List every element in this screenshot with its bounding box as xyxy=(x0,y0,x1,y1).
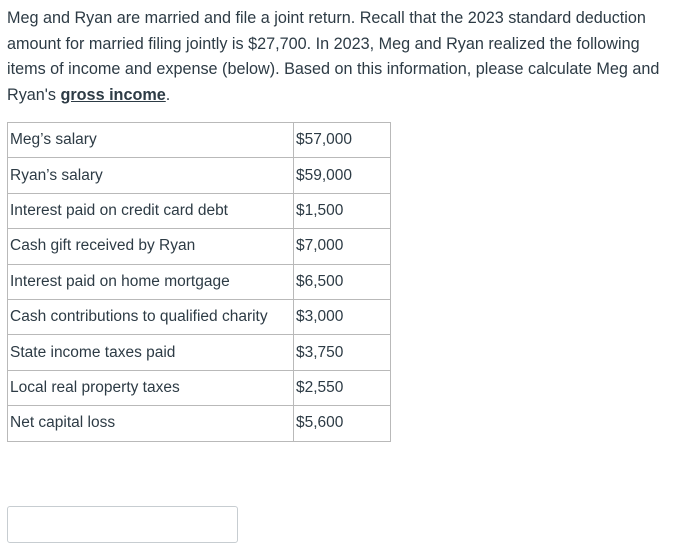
income-expense-table-body xyxy=(8,123,391,442)
item-label: Cash contributions to qualified charity xyxy=(8,299,294,334)
answer-input[interactable] xyxy=(7,506,238,543)
item-label: Meg’s salary xyxy=(8,123,294,158)
item-amount: $59,000 xyxy=(294,158,391,193)
table-row xyxy=(8,264,391,299)
table-row xyxy=(8,158,391,193)
item-amount: $2,550 xyxy=(294,370,391,405)
question-emphasis: gross income xyxy=(60,85,166,104)
item-label: Cash gift received by Ryan xyxy=(8,229,294,264)
table-row xyxy=(8,229,391,264)
item-amount: $3,000 xyxy=(294,299,391,334)
item-amount: $5,600 xyxy=(294,406,391,441)
item-amount: $57,000 xyxy=(294,123,391,158)
table-row xyxy=(8,193,391,228)
item-label: State income taxes paid xyxy=(8,335,294,370)
item-amount: $1,500 xyxy=(294,193,391,228)
question-end: . xyxy=(165,85,171,104)
table-row xyxy=(8,370,391,405)
item-label: Interest paid on credit card debt xyxy=(8,193,294,228)
table-row xyxy=(8,406,391,441)
item-label: Ryan’s salary xyxy=(8,158,294,193)
income-expense-table xyxy=(7,122,391,442)
item-label: Local real property taxes xyxy=(8,370,294,405)
item-amount: $6,500 xyxy=(294,264,391,299)
table-row xyxy=(8,335,391,370)
table-row xyxy=(8,299,391,334)
table-row xyxy=(8,123,391,158)
question-intro: Meg and Ryan are married and file a joint return. Recall that the 2023 standard deduction amount for married filing jointly is $27,700. In 2023, Meg and Ryan realized the following items of income and expense (below). Based on this information, please calculate Meg and Ryan's xyxy=(7,9,660,104)
item-label: Interest paid on home mortgage xyxy=(8,264,294,299)
item-amount: $3,750 xyxy=(294,335,391,370)
question-text xyxy=(7,6,671,108)
item-amount: $7,000 xyxy=(294,229,391,264)
item-label: Net capital loss xyxy=(8,406,294,441)
